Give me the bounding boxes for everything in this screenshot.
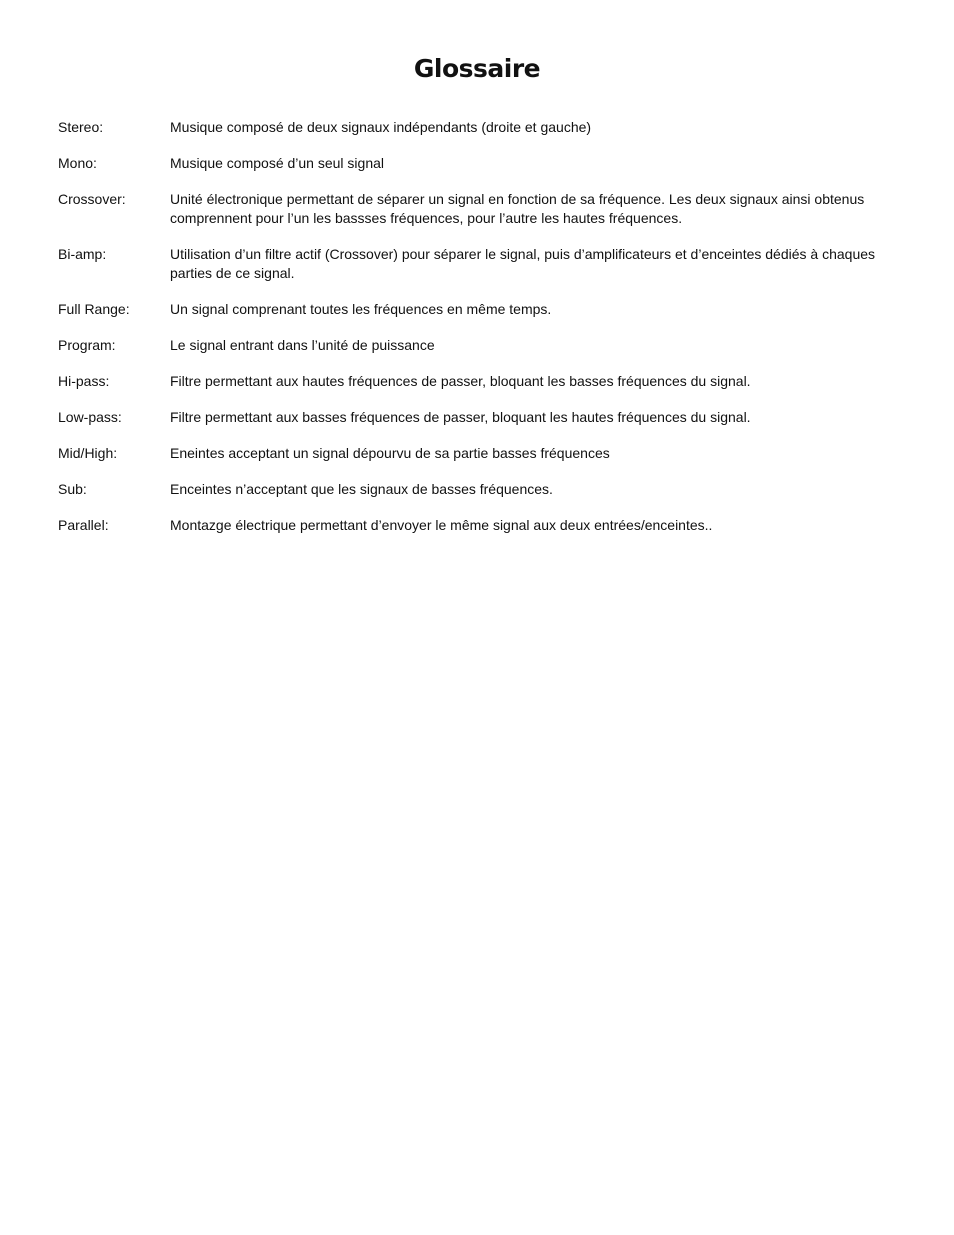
glossary-term: Hi-pass: — [58, 373, 110, 389]
glossary-entry-full-range — [58, 300, 878, 319]
glossary-definition: Musique composé de deux signaux indépendants (droite et gauche) — [170, 119, 592, 135]
glossary-term: Stereo: — [58, 119, 104, 135]
glossary-definition: Utilisation d’un filtre actif (Crossover) pour séparer le signal, puis d’amplificateurs et d’enceintes dédiés à chaques parties de ce signal. — [170, 246, 876, 281]
glossary-definition: Enceintes n’acceptant que les signaux de basses fréquences. — [170, 481, 553, 497]
glossary-definition: Un signal comprenant toutes les fréquences en même temps. — [170, 301, 552, 317]
glossary-entry-parallel — [58, 516, 878, 535]
glossary-term: Full Range: — [58, 301, 130, 317]
glossary-entry-bi-amp — [58, 245, 878, 283]
glossary-term: Parallel: — [58, 517, 109, 533]
glossary-list — [58, 118, 878, 552]
glossary-entry-sub — [58, 480, 878, 499]
glossary-term: Crossover: — [58, 191, 126, 207]
glossary-term: Mono: — [58, 155, 97, 171]
glossary-definition: Filtre permettant aux basses fréquences de passer, bloquant les hautes fréquences du signal. — [170, 409, 751, 425]
glossary-term: Program: — [58, 337, 116, 353]
glossary-definition: Unité électronique permettant de séparer un signal en fonction de sa fréquence. Les deux signaux ainsi obtenus comprennent pour l’un les bassses fréquences, pour l’autre les hautes fréquences. — [170, 191, 865, 226]
glossary-term: Low-pass: — [58, 409, 122, 425]
glossary-entry-mono — [58, 154, 878, 173]
glossary-definition: Le signal entrant dans l’unité de puissance — [170, 337, 435, 353]
glossary-term: Bi-amp: — [58, 246, 107, 262]
glossary-entry-crossover — [58, 190, 878, 228]
glossary-definition: Filtre permettant aux hautes fréquences de passer, bloquant les basses fréquences du signal. — [170, 373, 751, 389]
page-title: Glossaire — [413, 54, 541, 83]
glossary-term: Mid/High: — [58, 445, 118, 461]
glossary-entry-stereo — [58, 118, 878, 137]
glossary-entry-low-pass — [58, 408, 878, 427]
glossary-definition: Musique composé d’un seul signal — [170, 155, 385, 171]
glossary-term: Sub: — [58, 481, 87, 497]
glossary-definition: Eneintes acceptant un signal dépourvu de sa partie basses fréquences — [170, 445, 610, 461]
glossary-entry-program — [58, 336, 878, 355]
glossary-entry-mid-high — [58, 444, 878, 463]
glossary-entry-hi-pass — [58, 372, 878, 391]
glossary-definition: Montazge électrique permettant d’envoyer le même signal aux deux entrées/enceintes.. — [170, 517, 713, 533]
